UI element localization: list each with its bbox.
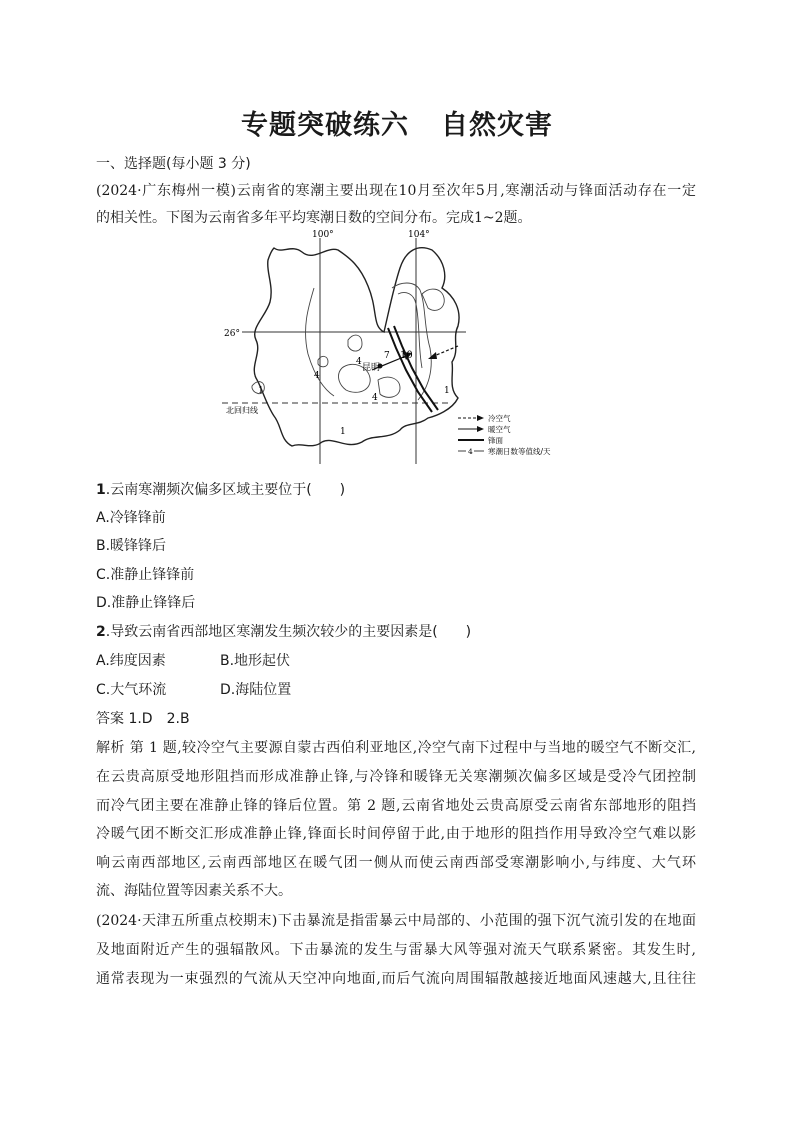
legend-warm-air: 暖空气 bbox=[488, 425, 511, 434]
analysis-label: 解析 bbox=[96, 740, 125, 756]
answer-label: 答案 bbox=[96, 711, 124, 727]
legend-cold-air: 冷空气 bbox=[488, 414, 511, 423]
analysis-line-4: 冷暖气团不断交汇形成准静止锋,锋面长时间停留于此,由于地形的阻挡作用导致冷空气难以影 bbox=[96, 826, 696, 842]
legend-front: 锋面 bbox=[488, 436, 503, 445]
isoline-label: 4 bbox=[314, 371, 320, 381]
city-label-kunming: 昆明 bbox=[362, 363, 381, 373]
legend-isoline-sample: 4 bbox=[468, 447, 473, 456]
q2-option-a: A.纬度因素 bbox=[96, 653, 166, 669]
q1-option-b: B.暖锋锋后 bbox=[96, 538, 167, 554]
analysis-line-5: 响云南西部地区,云南西部地区在暖气团一侧从而使云南西部受寒潮影响小,与纬度、大气环 bbox=[96, 855, 696, 871]
isoline-label: 4 bbox=[372, 393, 378, 403]
isoline-label: 1 bbox=[340, 427, 346, 437]
title-part-1: 专题突破练六 bbox=[241, 110, 409, 141]
yunnan-outline bbox=[254, 248, 459, 446]
q1-option-a: A.冷锋锋前 bbox=[96, 510, 166, 526]
answer-text: 1.D 2.B bbox=[124, 711, 190, 727]
q2-option-c: C.大气环流 bbox=[96, 682, 167, 698]
intro-line-1: (2024·广东梅州一模)云南省的寒潮主要出现在10月至次年5月,寒潮活动与锋面活动存在一定 bbox=[96, 183, 696, 199]
legend-isoline: 寒潮日数等值线/天 bbox=[488, 447, 551, 456]
tropic-label: 北回归线 bbox=[226, 406, 258, 415]
lon-104-label: 104° bbox=[408, 230, 430, 240]
question-1-stem: 1.云南寒潮频次偏多区域主要位于( ) bbox=[96, 482, 346, 498]
title-part-2: 自然灾害 bbox=[441, 110, 553, 141]
isoline-label: 1 bbox=[258, 386, 264, 396]
analysis-line-2: 在云贵高原受地形阻挡而形成准静止锋,与冷锋和暖锋无关寒潮频次偏多区域是受冷气团控制 bbox=[96, 769, 696, 785]
q1-option-c: C.准静止锋锋前 bbox=[96, 567, 195, 583]
section-heading: 一、选择题(每小题 3 分) bbox=[96, 156, 251, 172]
analysis-line-3: 而冷气团主要在准静止锋的锋后位置。第 2 题,云南省地处云贵高原受云南省东部地形的阻挡 bbox=[96, 798, 696, 814]
lon-100-label: 100° bbox=[312, 230, 334, 240]
question-2-stem: 2.导致云南省西部地区寒潮发生频次较少的主要因素是( ) bbox=[96, 624, 472, 640]
question-2-number: 2 bbox=[96, 624, 106, 640]
q1-option-d: D.准静止锋锋后 bbox=[96, 595, 196, 611]
page-title bbox=[0, 103, 794, 142]
q2-option-d: D.海陆位置 bbox=[220, 682, 292, 698]
next-intro-line-1: (2024·天津五所重点校期末)下击暴流是指雷暴云中局部的、小范围的强下沉气流引发的在地面 bbox=[96, 913, 696, 929]
answer-line bbox=[96, 708, 190, 728]
map-legend bbox=[458, 413, 551, 456]
isoline-label: 4 bbox=[356, 357, 362, 367]
intro-line-2: 的相关性。下图为云南省多年平均寒潮日数的空间分布。完成1~2题。 bbox=[96, 210, 532, 226]
next-intro-line-3: 通常表现为一束强烈的气流从天空冲向地面,而后气流向周围辐散越接近地面风速越大,且往往 bbox=[96, 971, 696, 987]
analysis-line-1: 解析 第 1 题,较冷空气主要源自蒙古西伯利亚地区,冷空气南下过程中与当地的暖空气不断交汇, bbox=[96, 740, 697, 756]
question-1-number: 1 bbox=[96, 482, 106, 498]
analysis-line-6: 流、海陆位置等因素关系不大。 bbox=[96, 883, 292, 899]
isoline-label: 1 bbox=[444, 386, 450, 396]
yunnan-cold-wave-map bbox=[222, 228, 562, 468]
isoline-label: 10 bbox=[400, 350, 413, 361]
isoline-label: 7 bbox=[384, 351, 390, 361]
next-intro-line-2: 及地面附近产生的强辐散风。下击暴流的发生与雷暴大风等强对流天气联系紧密。其发生时, bbox=[96, 942, 696, 958]
lat-26-label: 26° bbox=[224, 329, 240, 339]
q2-option-b: B.地形起伏 bbox=[220, 653, 291, 669]
